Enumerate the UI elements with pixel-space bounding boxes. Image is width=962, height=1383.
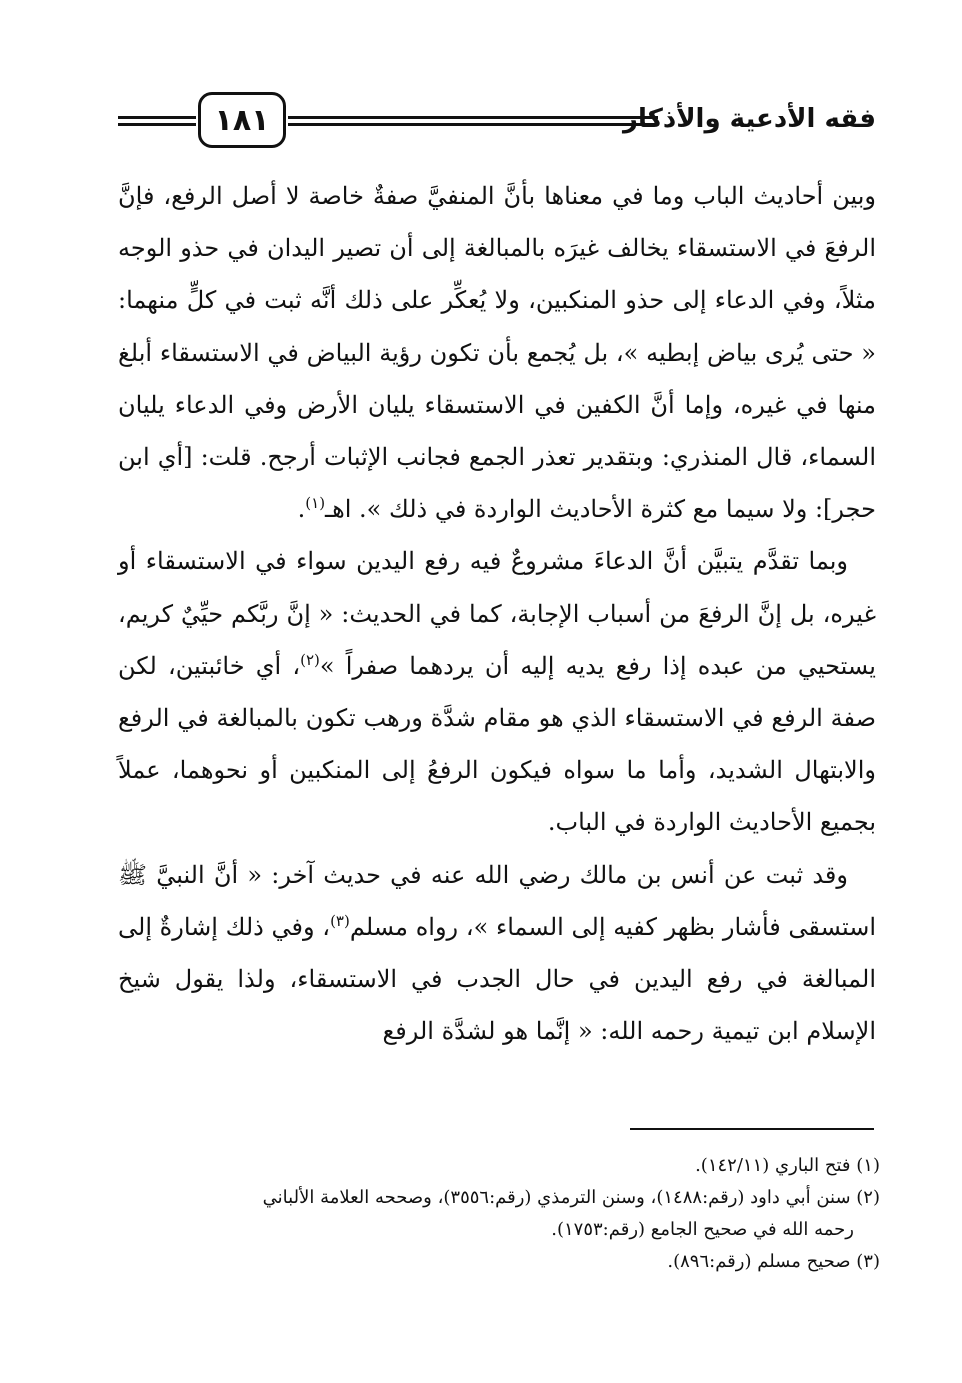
footnote-ref-2: (٢) xyxy=(300,650,320,669)
footnote-1: (١) فتح الباري (١٤٢/١١). xyxy=(695,1155,880,1176)
footnote-separator xyxy=(630,1128,874,1130)
main-text xyxy=(118,170,876,1057)
footnote-ref-1: (١) xyxy=(305,494,326,513)
footnote-2-continuation: رحمه الله في صحيح الجامع (رقم:١٧٥٣). xyxy=(551,1219,854,1240)
paragraph-2: وبما تقدَّم يتبيَّن أنَّ الدعاءَ مشروعٌ فيه رفع اليدين سواء في الاستسقاء أو غيره، بل إنَّ الرفعَ من أسباب الإجابة، كما في الحديث: « إنَّ ربَّكم حيِّيٌ كريم، يستحيي من عبده إذا رفع يديه إليه أن يردهما صفراً »$^{(٢)}$، أي خائبتين، لكن صفة الرفع في الاستسقاء الذي هو مقام شدَّة ورهب تكون بالمبالغة في الرفع والابتهال الشديد، وأما ما سواه فيكون الرفعُ إلى المنكبين أو نحوهما، عملاً بجميع الأحاديث الواردة في الباب. xyxy=(118,547,876,837)
page-header xyxy=(118,88,876,154)
paragraph-3: وقد ثبت عن أنس بن مالك رضي الله عنه في حديث آخر: « أنَّ النبيَّ ﷺ استسقى فأشار بظهر كفيه إلى السماء »، رواه مسلم$^{(٣)}$، وفي ذلك إشارةٌ إلى المبالغة في رفع اليدين في حال الجدب في الاستسقاء، ولذا يقول شيخ الإسلام ابن تيمية رحمه الله: « إنَّما هو لشدَّة الرفع xyxy=(118,860,877,1046)
header-rule-right xyxy=(288,116,658,126)
page-number: ١٨١ xyxy=(214,102,270,138)
footnotes xyxy=(110,1150,880,1278)
footnote-3: (٣) صحيح مسلم (رقم:٨٩٦). xyxy=(667,1251,880,1272)
footnote-ref-3: (٣) xyxy=(330,911,350,930)
page-number-box xyxy=(198,92,286,148)
paragraph-1: وبين أحاديث الباب وما في معناها بأنَّ المنفيَّ صفةٌ خاصة لا أصل الرفع، فإنَّ الرفعَ في الاستسقاء يخالف غيرَه بالمبالغة إلى أن تصير اليدان في حذو الوجه مثلاً، وفي الدعاء إلى حذو المنكبين، ولا يُعكِّر على ذلك أنَّه ثبت في كلٍّ منهما: « حتى يُرى بياض إبطيه »، بل يُجمع بأن تكون رؤية البياض في الاستسقاء أبلغ منها في غيره، وإما أنَّ الكفين في الاستسقاء يليان الأرض وفي الدعاء يليان السماء، قال المنذري: وبتقدير تعذر الجمع فجانب الإثبات أرجح. قلت: [أي ابن حجر]: ولا سيما مع كثرة الأحاديث الواردة في ذلك ». اهـ$^{(١)}$. xyxy=(118,182,877,524)
footnote-2: (٢) سنن أبي داود (رقم:١٤٨٨)، وسنن الترمذي (رقم:٣٥٥٦)، وصححه العلامة الألباني رحمه الله في صحيح الجامع (رقم:١٧٥٣). xyxy=(110,1182,880,1246)
header-rule-left xyxy=(118,116,196,126)
book-title: فقه الأدعية والأذكار xyxy=(623,104,876,134)
